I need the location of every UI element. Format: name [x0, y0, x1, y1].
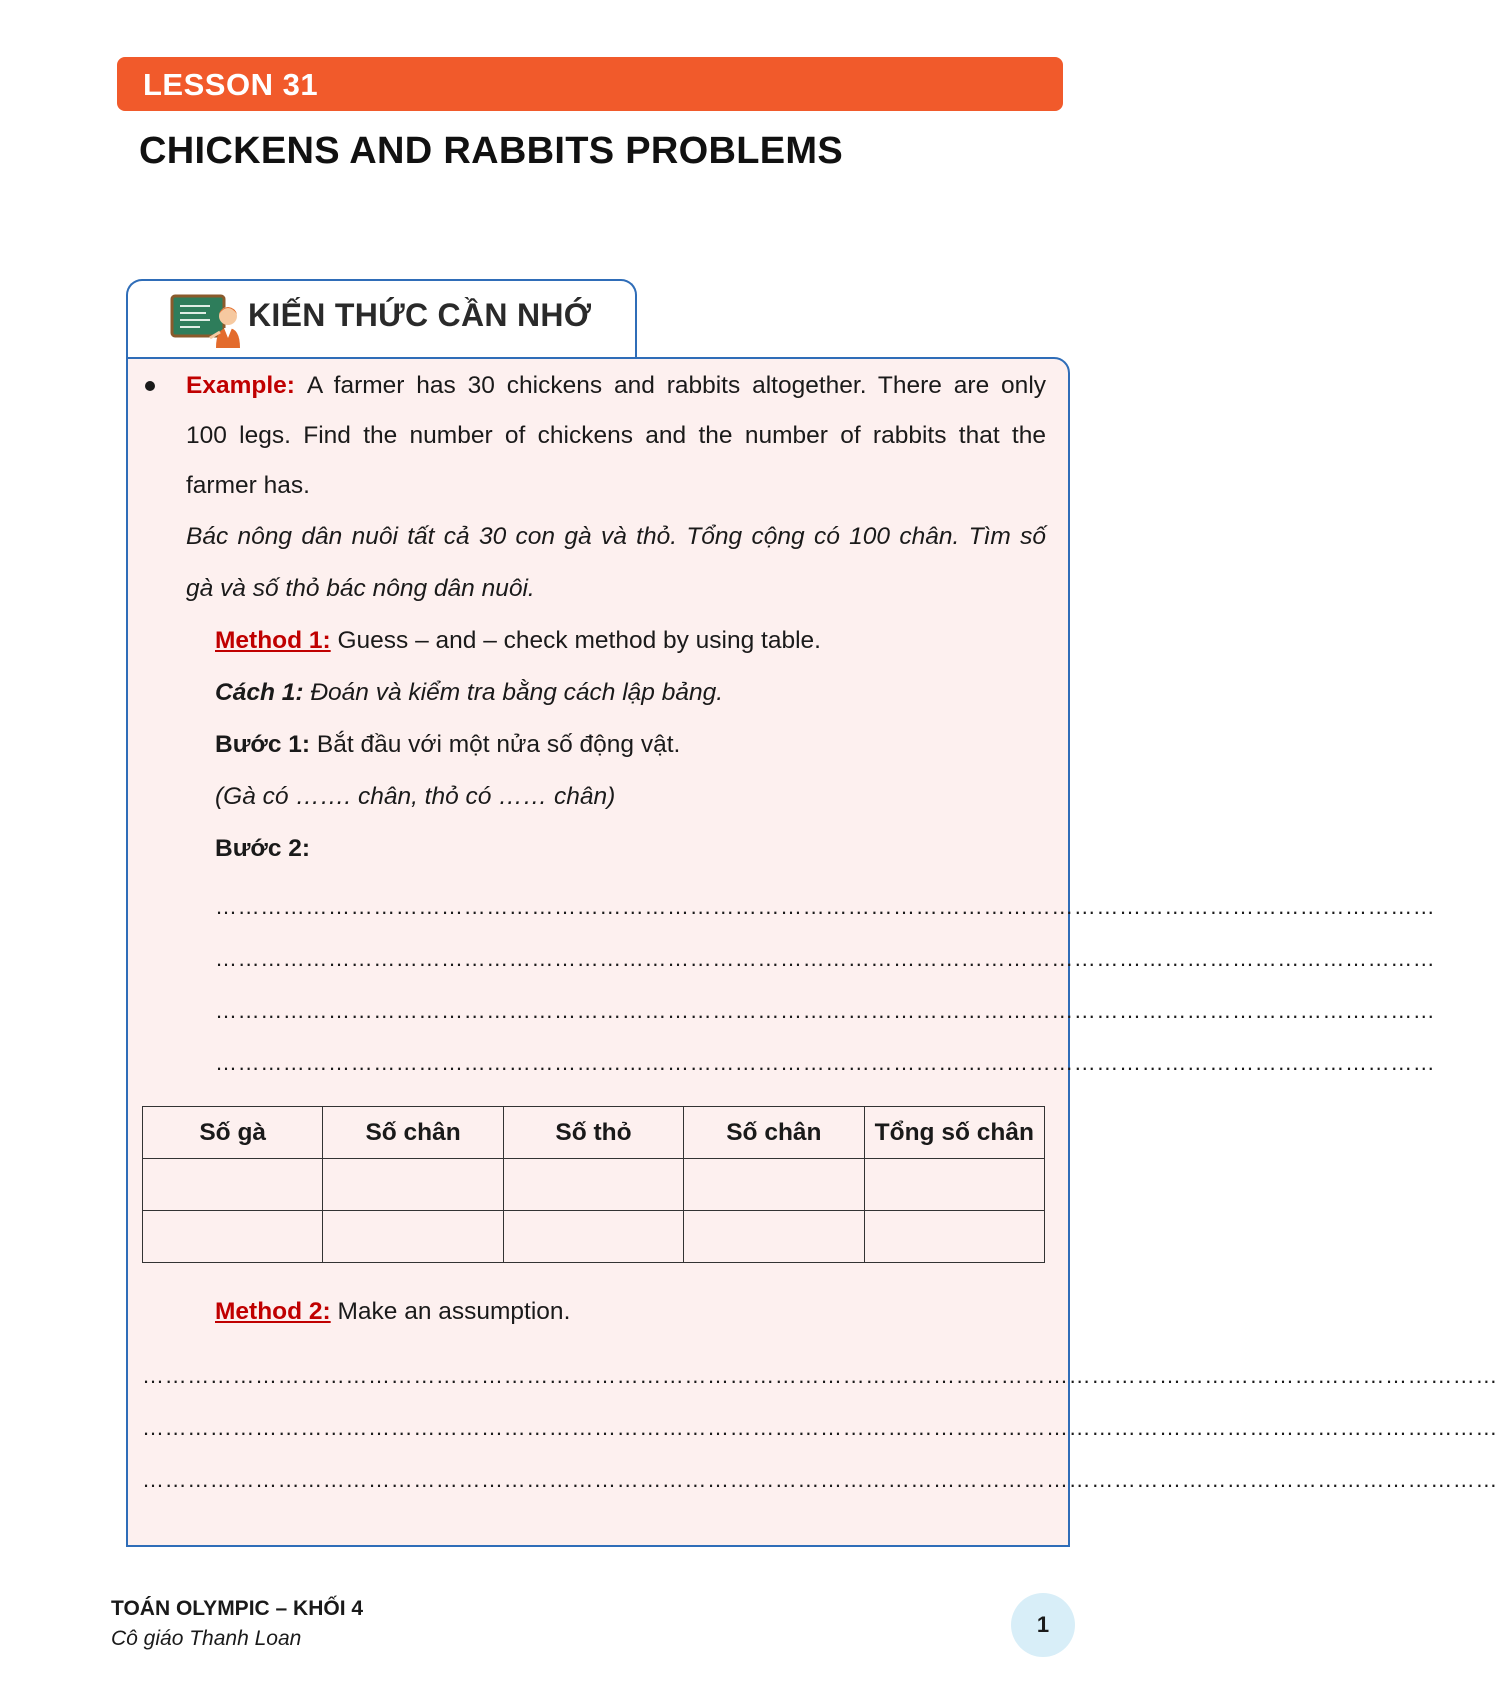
footer-course: TOÁN OLYMPIC – KHỐI 4 [111, 1597, 364, 1620]
step1-line [215, 730, 680, 760]
method2-label: Method 2: [215, 1298, 331, 1325]
table-header-row [143, 1107, 1045, 1159]
page-number: 1 [1011, 1593, 1075, 1657]
table-header-cell: Số gà [143, 1107, 323, 1159]
table-header-cell: Số thỏ [503, 1107, 683, 1159]
table-cell[interactable] [323, 1159, 503, 1211]
table-cell[interactable] [143, 1159, 323, 1211]
table-header-cell: Tổng số chân [864, 1107, 1044, 1159]
table-row [143, 1211, 1045, 1263]
table-header-cell: Số chân [684, 1107, 864, 1159]
example-label: Example: [186, 372, 295, 399]
method2-line [215, 1297, 570, 1327]
method1-vi-text: Đoán và kiểm tra bằng cách lập bảng. [310, 679, 723, 706]
table-row [143, 1159, 1045, 1211]
answer-line[interactable]: ……………………………………………………………………………………………………………………………………………………………… [142, 1363, 1498, 1388]
table-cell[interactable] [864, 1211, 1044, 1263]
method1-text: Guess – and – check method by using table. [337, 627, 821, 654]
method1-line [215, 626, 821, 656]
table-header-cell: Số chân [323, 1107, 503, 1159]
page-title: CHICKENS AND RABBITS PROBLEMS [139, 130, 843, 172]
lesson-label: LESSON 31 [143, 67, 319, 102]
answer-line[interactable]: ……………………………………………………………………………………………………………………………………………… [215, 946, 1436, 971]
step2-label: Bước 2: [215, 835, 311, 862]
bullet-dot [145, 381, 155, 391]
table-cell[interactable] [864, 1159, 1044, 1211]
example-vi-line-2: gà và số thỏ bác nông dân nuôi. [186, 575, 535, 602]
step1-hint: (Gà có ……. chân, thỏ có …… chân) [215, 783, 616, 810]
answer-line[interactable]: ……………………………………………………………………………………………………………………………………………………………… [142, 1415, 1498, 1440]
method1-label: Method 1: [215, 627, 331, 654]
table-cell[interactable] [684, 1211, 864, 1263]
method1-vi-label: Cách 1: [215, 679, 304, 706]
example-line-2: 100 legs. Find the number of chickens and the number of rabbits that the [186, 422, 1046, 449]
step1-text: Bắt đầu với một nửa số động vật. [316, 731, 681, 758]
table-cell[interactable] [323, 1211, 503, 1263]
table-cell[interactable] [143, 1211, 323, 1263]
answer-line[interactable]: ……………………………………………………………………………………………………………………………………………… [215, 894, 1436, 919]
section-tab [126, 279, 637, 359]
lesson-bar [117, 57, 1063, 111]
example-vi-line-1: Bác nông dân nuôi tất cả 30 con gà và thỏ. Tổng cộng có 100 chân. Tìm số [186, 523, 1046, 550]
guess-check-table [142, 1106, 1045, 1263]
section-title: KIẾN THỨC CẦN NHỚ [248, 297, 592, 333]
answer-line[interactable]: ……………………………………………………………………………………………………………………………………………… [215, 1050, 1436, 1075]
method2-text: Make an assumption. [337, 1298, 571, 1325]
example-line-3: farmer has. [186, 472, 310, 499]
answer-line[interactable]: ……………………………………………………………………………………………………………………………………………………………… [142, 1467, 1498, 1492]
step1-label: Bước 1: [215, 731, 311, 758]
footer-teacher: Cô giáo Thanh Loan [111, 1627, 302, 1650]
answer-line[interactable]: ……………………………………………………………………………………………………………………………………………… [215, 998, 1436, 1023]
teacher-blackboard-icon [170, 294, 244, 350]
table-cell[interactable] [503, 1211, 683, 1263]
method1-vi-line [215, 678, 723, 708]
table-cell[interactable] [684, 1159, 864, 1211]
example-line-1: Example: A farmer has 30 chickens and rabbits altogether. There are only [186, 372, 1047, 399]
table-cell[interactable] [503, 1159, 683, 1211]
